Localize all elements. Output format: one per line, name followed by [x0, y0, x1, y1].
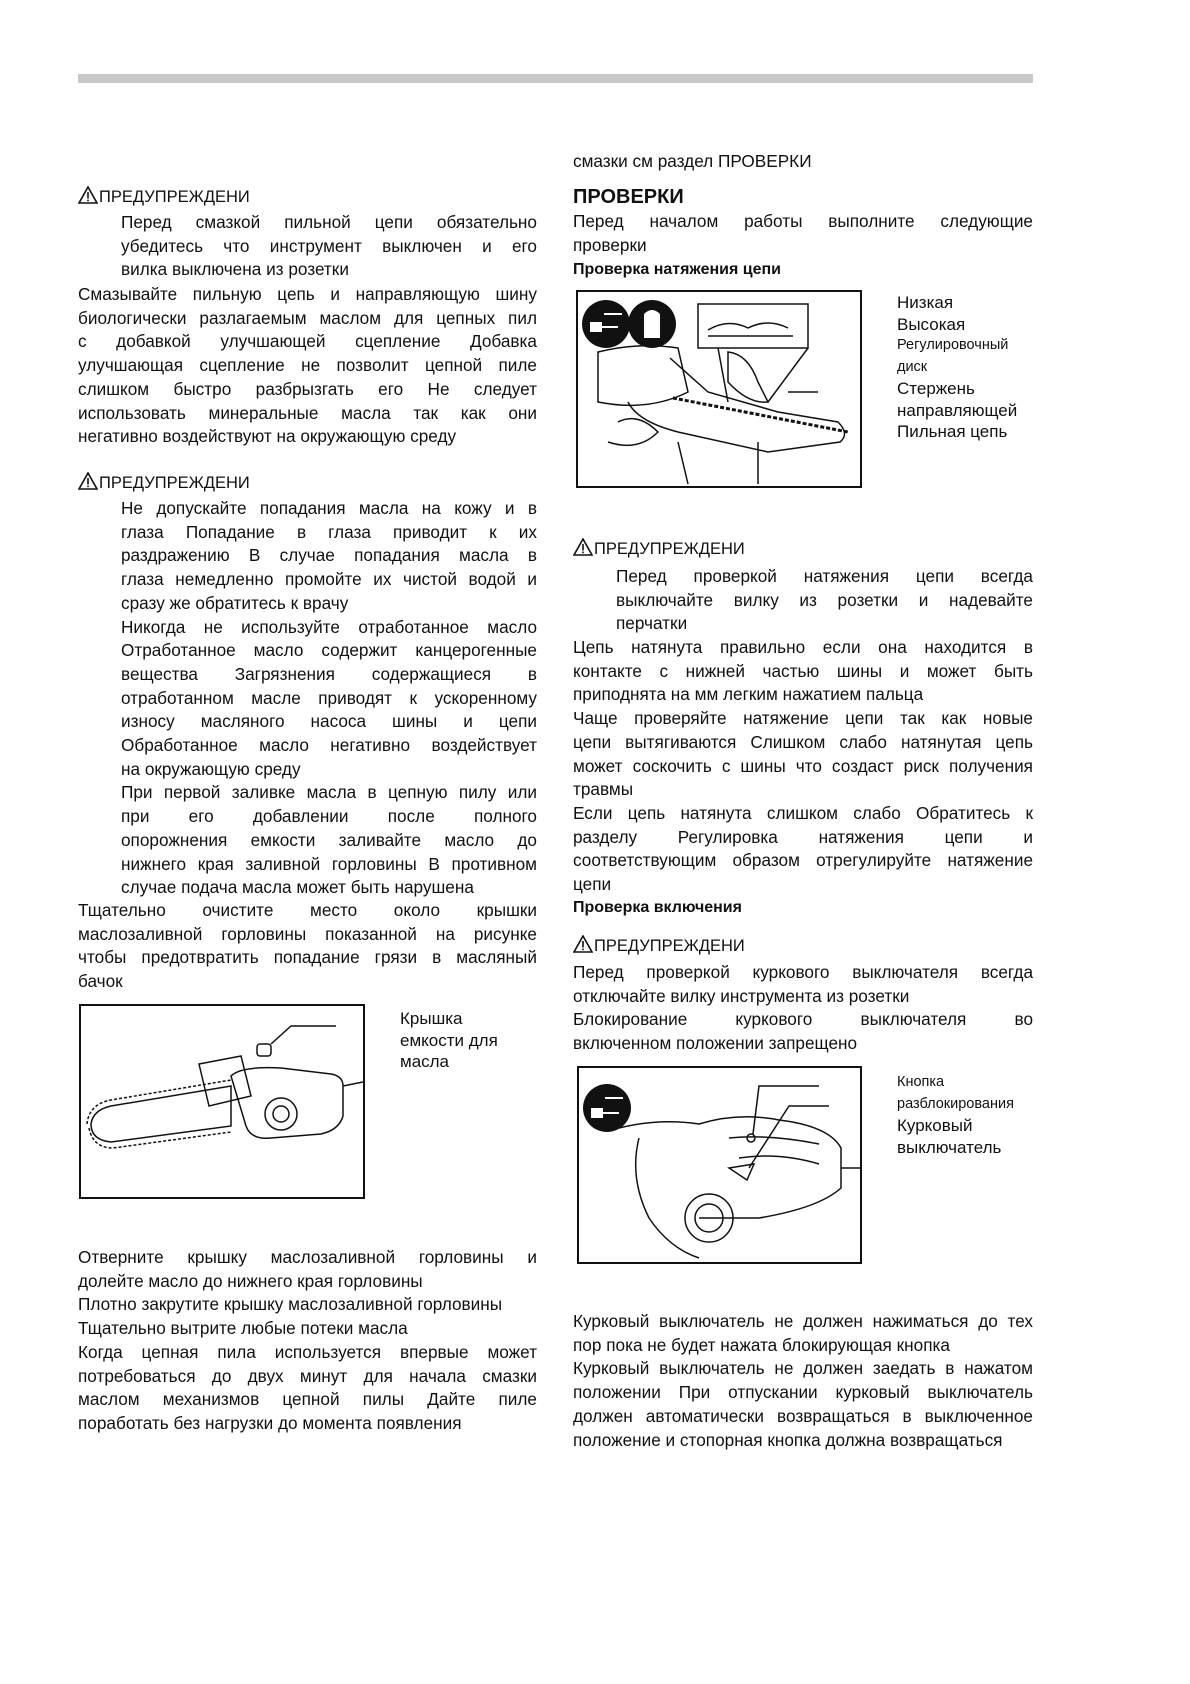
warning-text [78, 211, 537, 282]
text-line: слишком быстро разбрызгать его Не следует [78, 378, 537, 399]
text-line: положении При отпускании курковый выключатель [573, 1382, 1033, 1403]
text-line: Перед смазкой пильной цепи обязательно [121, 212, 537, 232]
paragraph [78, 1246, 537, 1436]
label-line: Крышка [400, 1009, 463, 1028]
paragraph [573, 636, 1033, 897]
text-line: Перед проверкой натяжения цепи всегда [616, 566, 1033, 586]
paragraph [78, 899, 537, 994]
text-line: выключайте вилку из розетки и надевайте [616, 589, 1033, 610]
text-line: приподнята на мм легким нажатием пальца [573, 684, 924, 705]
text-line: Не допускайте попадания масла на кожу и в [121, 498, 537, 518]
warning-heading: ПРЕДУПРЕЖДЕНИ [573, 935, 745, 959]
text-line: Тщательно вытрите любые потеки масла [78, 1318, 408, 1339]
text-line: Когда цепная пила используется впервые может [78, 1341, 537, 1362]
label-line: масла [400, 1052, 450, 1071]
text-line: Отверните крышку маслозаливной горловины и [78, 1247, 537, 1267]
text-line: поработать без нагрузки до момента появления [78, 1412, 462, 1433]
text-line: Курковый выключатель не должен нажиматься до тех [573, 1311, 1033, 1331]
text-line: использовать минеральные масла так как они [78, 402, 537, 423]
text-line: нижнего края заливной горловины В противном [121, 853, 537, 874]
text-line: биологически разлагаемым маслом для цепных пил [78, 307, 537, 328]
chainsaw-illustration [81, 1006, 363, 1197]
continued-text: смазки см раздел ПРОВЕРКИ [573, 151, 812, 171]
subheading: Проверка включения [573, 899, 742, 916]
trigger-illustration [579, 1068, 860, 1262]
text-line: отработанном масле приводят к ускоренному [121, 687, 537, 708]
text-line: на окружающую среду [121, 758, 301, 779]
text-line: с добавкой улучшающей сцепление Добавка [78, 331, 537, 352]
text-line: отключайте вилку инструмента из розетки [573, 985, 910, 1006]
figure-label [400, 1008, 498, 1073]
subheading: Проверка натяжения цепи [573, 261, 781, 278]
text-line: Обработанное масло негативно воздействует [121, 735, 537, 756]
warning-heading: ПРЕДУПРЕЖДЕНИ [78, 472, 250, 496]
text-line: Перед проверкой куркового выключателя всегда [573, 962, 1033, 982]
text-line: износу масляного насоса шины и цепи [121, 711, 537, 732]
warning-triangle-icon [573, 538, 593, 562]
text-line: сразу же обратитесь к врачу [121, 592, 349, 613]
text-line: глаза немедленно промойте их чистой водой и [121, 569, 537, 590]
text-line: раздражению В случае попадания масла в [121, 545, 537, 566]
text-line: бачок [78, 971, 123, 992]
text-line: Блокирование куркового выключателя во [573, 1009, 1033, 1030]
text-line: Тщательно очистите место около крышки [78, 900, 537, 920]
text-line: маслом механизмов цепной пилы Дайте пиле [78, 1389, 537, 1410]
warning-text [573, 961, 1033, 1056]
text-line: улучшающая сцепление не позволит цепной пиле [78, 355, 537, 376]
text-line: цепи [573, 874, 612, 895]
text-line: цепи вытягиваются Слишком слабо натянутая цепь [573, 731, 1033, 752]
text-line: случае подача масла может быть нарушена [121, 877, 474, 898]
text-line: Курковый выключатель не должен заедать в нажатом [573, 1358, 1033, 1379]
text-line: чтобы предотвратить попадание грязи в масляный [78, 947, 537, 968]
text-line: маслозаливной горловины показанной на рисунке [78, 923, 537, 944]
warning-heading: ПРЕДУПРЕЖДЕНИ [573, 538, 745, 562]
text-line: Смазывайте пильную цепь и направляющую шину [78, 284, 537, 304]
text-line: Цепь натянута правильно если она находится в [573, 637, 1033, 657]
paragraph [78, 283, 537, 449]
text-line: Если цепь натянута слишком слабо Обратитесь к [573, 802, 1033, 823]
text-line: соответствующим образом отрегулируйте натяжение [573, 850, 1033, 871]
text-line: глаза Попадание в глаза приводит к их [121, 521, 537, 542]
figure-labels: Кнопка разблокирования Курковый выключатель [897, 1074, 1014, 1157]
label-line: емкости для [400, 1030, 498, 1050]
text-line: при его добавлении после полного [121, 806, 537, 827]
text-line: Плотно закрутите крышку маслозаливной горловины [78, 1294, 503, 1315]
text-line: Отработанное масло содержит канцерогенные [121, 640, 537, 661]
warning-triangle-icon [78, 186, 98, 210]
text-line: негативно воздействуют на окружающую среду [78, 426, 457, 447]
text-line: должен автоматически возвращаться в выключенное [573, 1405, 1033, 1426]
warning-heading: ПРЕДУПРЕЖДЕНИ [78, 186, 250, 210]
text-line: Никогда не используйте отработанное масло [121, 616, 537, 637]
paragraph [573, 1310, 1033, 1452]
header-rule [78, 74, 1033, 83]
text-line: положение и стопорная кнопка должна возвращаться [573, 1429, 1003, 1450]
chain-tension-illustration [578, 292, 860, 486]
text-line: вещества Загрязнения содержащиеся в [121, 663, 537, 684]
text-line: контакте с нижней частью шины и может быть [573, 660, 1033, 681]
text-line: пор пока не будет нажата блокирующая кнопка [573, 1334, 950, 1355]
warning-triangle-icon [573, 935, 593, 959]
text-line: При первой заливке масла в цепную пилу или [121, 782, 537, 803]
text-line: Чаще проверяйте натяжение цепи так как новые [573, 708, 1033, 729]
text-line: Перед началом работы выполните следующие [573, 211, 1033, 231]
text-line: проверки [573, 234, 647, 255]
switch-check-figure [577, 1066, 862, 1264]
section-heading: ПРОВЕРКИ [573, 186, 684, 208]
chain-tension-figure [576, 290, 862, 488]
figure-labels: Низкая Высокая Регулировочный диск Стержень направляющей Пильная цепь [897, 293, 1018, 441]
warning-text [573, 565, 1033, 636]
oil-cap-figure [79, 1004, 365, 1199]
paragraph [573, 210, 1033, 257]
text-line: убедитесь что инструмент выключен и его [121, 235, 537, 256]
text-line: может соскочить с шины что создаст риск получения [573, 755, 1033, 776]
text-line: перчатки [616, 613, 688, 634]
text-line: вилка выключена из розетки [121, 259, 349, 280]
warning-triangle-icon [78, 472, 98, 496]
text-line: разделу Регулировка натяжения цепи и [573, 826, 1033, 847]
text-line: долейте масло до нижнего края горловины [78, 1270, 423, 1291]
text-line: потребоваться до двух минут для начала смазки [78, 1365, 537, 1386]
warning-text [78, 497, 537, 900]
text-line: травмы [573, 779, 634, 800]
text-line: опорожнения емкости заливайте масло до [121, 829, 537, 850]
text-line: включенном положении запрещено [573, 1033, 858, 1054]
